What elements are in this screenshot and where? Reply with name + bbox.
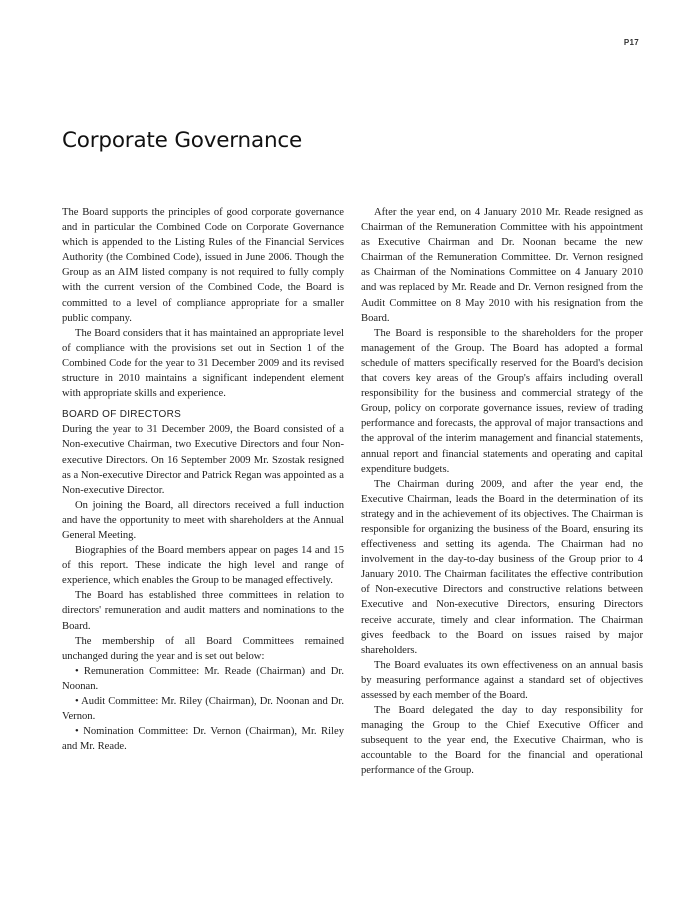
paragraph-after-year-end: After the year end, on 4 January 2010 Mr. Reade resigned as Chairman of the Remuneration Committee with his appointment as Executive Chairman and Dr. Noonan became the new Chairman of the Remuneration Committee. Dr. Vernon resigned as Chairman of the Nominations Committee on 4 January 2010 and was replaced by Mr. Reade and Dr. Vernon resigned from the Audit Committee on 8 May 2010 with his resignation from the Board. xyxy=(361,207,643,324)
paragraph-committees: The Board has established three committees in relation to directors' remuneration and audit matters and nominations to the Board. xyxy=(62,590,344,632)
paragraph-board-evaluation: The Board evaluates its own effectiveness on an annual basis by measuring performance against a standard set of objectives assessed by each member of the Board. xyxy=(361,659,643,701)
page-number: P17 xyxy=(623,38,639,47)
right-column xyxy=(361,205,643,779)
list-item-audit-committee: • Audit Committee: Mr. Riley (Chairman), Dr. Noonan and Dr. Vernon. xyxy=(62,696,344,723)
paragraph-biographies: Biographies of the Board members appear on pages 14 and 15 of this report. These indicate the high level and range of experience, which enables the Group to be managed effectively. xyxy=(62,545,344,587)
page-title: Corporate Governance xyxy=(62,128,303,153)
list-item-remuneration-committee: • Remuneration Committee: Mr. Reade (Chairman) and Dr. Noonan. xyxy=(62,665,344,692)
paragraph-board-responsibility: The Board is responsible to the shareholders for the proper management of the Group. The Board has adopted a formal schedule of matters specifically reserved for the Board's decision that covers key areas of the Group's affairs including overall responsibility for the business and commercial strategy of the Group, policy on corporate governance issues, review of trading performance and forecasts, the approval of major transactions and the approval of the interim management and financial statements, annual report and financial statements and operating and capital expenditure budgets. xyxy=(361,327,643,475)
paragraph-chairman-role: The Chairman during 2009, and after the year end, the Executive Chairman, leads the Board in the determination of its strategy and in the achievement of its objectives. The Chairman is responsible for organizing the business of the Board, ensuring its effectiveness and setting its agenda. The Chairman had no involvement in the day-to-day business of the Group prior to 4 January 2010. The Chairman facilitates the effective contribution of Non-executive Directors and constructive relations between Executive and Non-executive Directors, ensuring Directors receive accurate, timely and clear information. The Chairman gives feedback to the Board on issues raised by major shareholders. xyxy=(361,478,643,656)
list-item-nomination-committee: • Nomination Committee: Dr. Vernon (Chairman), Mr. Riley and Mr. Reade. xyxy=(62,726,344,753)
paragraph-compliance: The Board considers that it has maintained an appropriate level of compliance with the provisions set out in Section 1 of the Combined Code for the year to 31 December 2009 and its revised structure in 2010 maintains a significant independent element with appropriate skills and experience. xyxy=(62,327,344,400)
paragraph-intro: The Board supports the principles of good corporate governance and in particular the Combined Code on Corporate Governance which is appended to the Listing Rules of the Financial Services Authority (the Combined Code), issued in June 2006. Though the Group as an AIM listed company is not required to fully comply with the current version of the Combined Code, the Board is committed to a level of compliance appropriate for a smaller public company. xyxy=(62,207,344,324)
paragraph-induction: On joining the Board, all directors received a full induction and have the opportunity to meet with shareholders at the Annual General Meeting. xyxy=(62,499,344,541)
left-column xyxy=(62,205,344,754)
section-heading-board-of-directors: BOARD OF DIRECTORS xyxy=(62,409,182,421)
paragraph-membership: The membership of all Board Committees remained unchanged during the year and is set out below: xyxy=(62,635,344,662)
paragraph-board-composition: During the year to 31 December 2009, the Board consisted of a Non-executive Chairman, two Executive Directors and four Non-executive Directors. On 16 September 2009 Mr. Szostak resigned as a Non-executive Director and Patrick Regan was appointed as a Non-executive Director. xyxy=(62,424,344,496)
paragraph-delegation: The Board delegated the day to day responsibility for managing the Group to the Chief Executive Officer and subsequent to the year end, the Executive Chairman, who is accountable to the Board for the financial and operational performance of the Group. xyxy=(361,705,643,777)
